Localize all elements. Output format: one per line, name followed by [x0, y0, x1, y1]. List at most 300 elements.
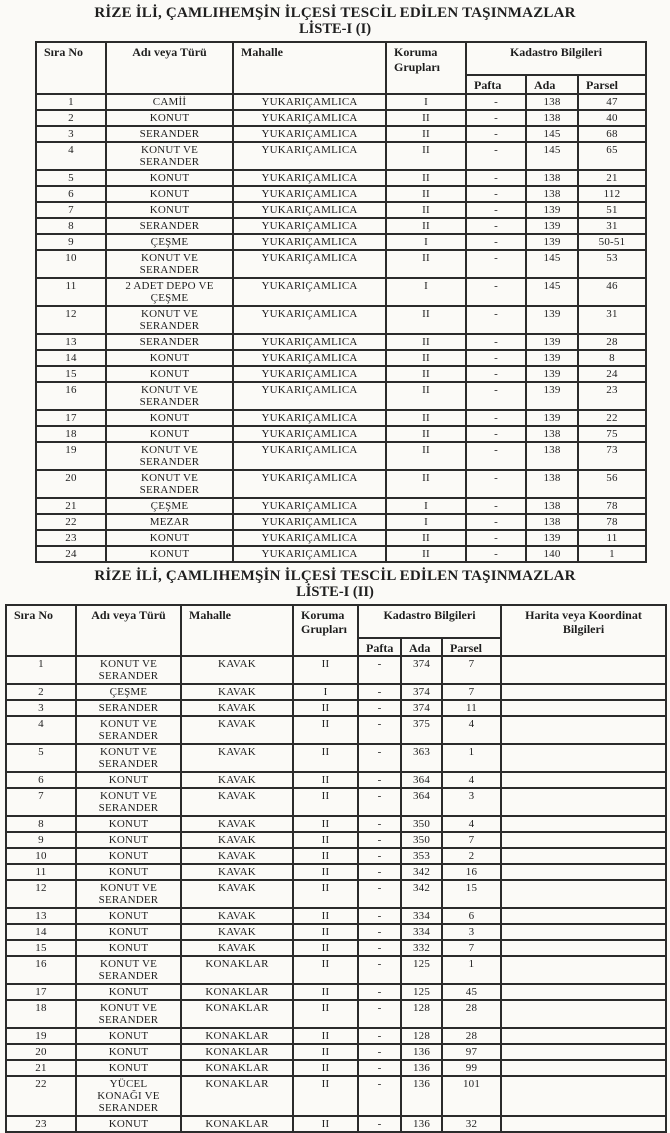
table-cell: II — [386, 366, 466, 382]
table-row — [36, 142, 646, 170]
table-cell: KONUT VE SERANDER — [106, 306, 233, 334]
table-cell: - — [358, 984, 401, 1000]
table-row — [6, 1060, 666, 1076]
table-cell: 138 — [526, 110, 578, 126]
table-row — [6, 700, 666, 716]
table-cell: YUKARIÇAMLICA — [233, 142, 386, 170]
table-cell: YUKARIÇAMLICA — [233, 366, 386, 382]
table-cell: 11 — [36, 278, 106, 306]
table-cell: - — [466, 514, 526, 530]
table-row — [6, 1116, 666, 1132]
header-row — [6, 605, 666, 638]
table-cell: 145 — [526, 250, 578, 278]
table-cell: I — [386, 498, 466, 514]
table-cell: YUKARIÇAMLICA — [233, 126, 386, 142]
table-cell: KONUT VE SERANDER — [76, 880, 181, 908]
table-cell: KONAKLAR — [181, 1028, 293, 1044]
table-cell: II — [293, 1076, 358, 1116]
table-cell — [501, 984, 666, 1000]
table-cell: YUKARIÇAMLICA — [233, 382, 386, 410]
table-cell: II — [386, 546, 466, 562]
table-cell: 1 — [6, 656, 76, 684]
table-cell: II — [293, 908, 358, 924]
table-cell: 14 — [36, 350, 106, 366]
table-cell: - — [358, 1060, 401, 1076]
table-cell: 138 — [526, 170, 578, 186]
table-cell: KAVAK — [181, 864, 293, 880]
table-cell: 139 — [526, 234, 578, 250]
table-cell: - — [358, 684, 401, 700]
table-cell: 4 — [36, 142, 106, 170]
table-cell: - — [466, 530, 526, 546]
table-cell: - — [358, 940, 401, 956]
table-cell: KONUT — [106, 110, 233, 126]
table-cell: II — [293, 864, 358, 880]
table-cell — [501, 908, 666, 924]
table-cell — [501, 716, 666, 744]
table-row — [36, 546, 646, 562]
table-cell: KONUT VE SERANDER — [106, 470, 233, 498]
table-cell: KONUT — [106, 530, 233, 546]
table-row — [6, 1028, 666, 1044]
table-cell: 14 — [6, 924, 76, 940]
table-cell: YUKARIÇAMLICA — [233, 546, 386, 562]
table-cell: 1 — [36, 94, 106, 110]
table-cell: 24 — [36, 546, 106, 562]
table-cell: - — [466, 366, 526, 382]
table-cell: - — [358, 832, 401, 848]
header-row — [36, 42, 646, 75]
table-row — [36, 410, 646, 426]
table-cell: - — [466, 110, 526, 126]
table-cell: 31 — [578, 306, 646, 334]
column-header-adi-veya-turu: Adı veya Türü — [76, 605, 181, 656]
table-cell: 374 — [401, 656, 442, 684]
table-cell: YUKARIÇAMLICA — [233, 278, 386, 306]
table-cell: - — [466, 218, 526, 234]
table-cell: 5 — [36, 170, 106, 186]
column-header-kadastro-bilgileri: Kadastro Bilgileri — [358, 605, 501, 638]
table-cell: KAVAK — [181, 832, 293, 848]
table-cell: 10 — [36, 250, 106, 278]
table-cell: - — [358, 1028, 401, 1044]
table-cell: II — [293, 700, 358, 716]
table-cell: 50-51 — [578, 234, 646, 250]
table-cell: 8 — [36, 218, 106, 234]
table-row — [36, 234, 646, 250]
table-cell: II — [293, 1116, 358, 1132]
table-row — [6, 832, 666, 848]
table-cell: II — [386, 410, 466, 426]
table-cell: 17 — [36, 410, 106, 426]
table-cell: 15 — [36, 366, 106, 382]
table-cell: 112 — [578, 186, 646, 202]
table-cell: 6 — [6, 772, 76, 788]
table-cell: 18 — [36, 426, 106, 442]
table-cell: II — [293, 816, 358, 832]
table-cell: 28 — [578, 334, 646, 350]
liste1-section — [0, 0, 670, 563]
table-cell: ÇEŞME — [76, 684, 181, 700]
liste1-subtitle: LİSTE-I (I) — [298, 21, 372, 38]
table-cell: II — [386, 218, 466, 234]
table-cell: KONAKLAR — [181, 1060, 293, 1076]
table-cell — [501, 832, 666, 848]
table-cell: 15 — [6, 940, 76, 956]
table-cell: KONUT — [106, 410, 233, 426]
table-row — [6, 716, 666, 744]
table-cell: YUKARIÇAMLICA — [233, 334, 386, 350]
table-cell: KONAKLAR — [181, 1000, 293, 1028]
table-cell: KONUT — [106, 202, 233, 218]
table-cell — [501, 880, 666, 908]
table-row — [36, 442, 646, 470]
table-cell: II — [386, 126, 466, 142]
table-cell: - — [466, 382, 526, 410]
table-cell: KAVAK — [181, 684, 293, 700]
table-cell: 128 — [401, 1000, 442, 1028]
table-cell: KONUT — [106, 366, 233, 382]
table-cell: 136 — [401, 1076, 442, 1116]
table-cell: 21 — [578, 170, 646, 186]
table-row — [6, 1000, 666, 1028]
table-cell: YUKARIÇAMLICA — [233, 426, 386, 442]
table-cell: KAVAK — [181, 908, 293, 924]
table-cell: - — [358, 700, 401, 716]
table-cell: 12 — [6, 880, 76, 908]
table-cell: 3 — [442, 788, 501, 816]
table-cell: KAVAK — [181, 848, 293, 864]
table-cell: 18 — [6, 1000, 76, 1028]
table-cell: 140 — [526, 546, 578, 562]
table-cell: KONUT — [76, 984, 181, 1000]
table-cell: SERANDER — [106, 126, 233, 142]
table-cell: YUKARIÇAMLICA — [233, 306, 386, 334]
table-cell — [501, 700, 666, 716]
table-cell: KONUT — [76, 848, 181, 864]
table-cell: II — [293, 716, 358, 744]
table-cell: KAVAK — [181, 772, 293, 788]
column-header-koruma-gruplari: Koruma Grupları — [386, 42, 466, 93]
table-cell: 334 — [401, 924, 442, 940]
table-cell: II — [293, 1060, 358, 1076]
table-cell: YUKARIÇAMLICA — [233, 530, 386, 546]
table-cell — [501, 816, 666, 832]
table-cell: 21 — [36, 498, 106, 514]
liste1-table — [35, 41, 647, 562]
table-cell: II — [293, 924, 358, 940]
table-cell: 5 — [6, 744, 76, 772]
table-row — [6, 744, 666, 772]
table-cell: 68 — [578, 126, 646, 142]
table-cell: 2 — [442, 848, 501, 864]
table-cell: - — [466, 426, 526, 442]
table-cell: KONUT — [106, 546, 233, 562]
table-cell: KAVAK — [181, 940, 293, 956]
table-cell: 8 — [578, 350, 646, 366]
table-cell: KONUT — [76, 1028, 181, 1044]
table-cell: 28 — [442, 1028, 501, 1044]
table-cell: YUKARIÇAMLICA — [233, 250, 386, 278]
table-row — [36, 366, 646, 382]
table-cell: II — [293, 832, 358, 848]
table-row — [36, 218, 646, 234]
table-cell — [501, 1028, 666, 1044]
table-cell: - — [358, 716, 401, 744]
table-cell: SERANDER — [76, 700, 181, 716]
table-row — [6, 984, 666, 1000]
table-cell: ÇEŞME — [106, 234, 233, 250]
table-cell: - — [466, 306, 526, 334]
table-cell: 139 — [526, 350, 578, 366]
table-cell: 23 — [578, 382, 646, 410]
table-cell: 125 — [401, 956, 442, 984]
table-cell: 1 — [442, 744, 501, 772]
table-cell: YUKARIÇAMLICA — [233, 202, 386, 218]
table-row — [6, 924, 666, 940]
table-cell: - — [466, 442, 526, 470]
table-cell: 7 — [6, 788, 76, 816]
table-cell: KONUT VE SERANDER — [76, 956, 181, 984]
table-cell: - — [466, 202, 526, 218]
table-cell: II — [293, 940, 358, 956]
table-cell: KONUT VE SERANDER — [106, 142, 233, 170]
table-cell: 46 — [578, 278, 646, 306]
table-cell: 28 — [442, 1000, 501, 1028]
table-cell: 139 — [526, 202, 578, 218]
document-title-2: RİZE İLİ, ÇAMLIHEMŞİN İLÇESİ TESCİL EDİLEN TAŞINMAZLAR — [94, 567, 576, 584]
table-cell: II — [293, 848, 358, 864]
table-cell — [501, 656, 666, 684]
table-cell: KONAKLAR — [181, 1116, 293, 1132]
table-cell: 7 — [36, 202, 106, 218]
table-cell: KONUT — [76, 1060, 181, 1076]
table-cell: CAMİİ — [106, 94, 233, 110]
table-cell: 73 — [578, 442, 646, 470]
table-row — [36, 382, 646, 410]
table-cell: II — [293, 956, 358, 984]
table-cell: II — [293, 880, 358, 908]
liste2-section — [0, 563, 670, 1133]
table-cell: II — [386, 186, 466, 202]
table-row — [36, 514, 646, 530]
table-cell: - — [358, 1044, 401, 1060]
table-cell: 139 — [526, 334, 578, 350]
table-cell: 15 — [442, 880, 501, 908]
table-row — [36, 170, 646, 186]
table-cell: 2 — [6, 684, 76, 700]
table-cell: - — [358, 772, 401, 788]
liste1-table-body — [36, 94, 646, 562]
table-cell: 16 — [6, 956, 76, 984]
column-header-parsel: Parsel — [578, 75, 646, 93]
column-header-parsel: Parsel — [442, 638, 501, 656]
table-cell: 99 — [442, 1060, 501, 1076]
table-cell: 1 — [442, 956, 501, 984]
table-cell: 4 — [6, 716, 76, 744]
table-cell: MEZAR — [106, 514, 233, 530]
table-cell: 342 — [401, 864, 442, 880]
table-cell: YUKARIÇAMLICA — [233, 234, 386, 250]
table-cell: II — [386, 142, 466, 170]
table-cell: II — [293, 1044, 358, 1060]
table-cell: 20 — [36, 470, 106, 498]
table-cell: - — [358, 788, 401, 816]
table-cell: 3 — [36, 126, 106, 142]
table-cell — [501, 788, 666, 816]
table-cell: 22 — [36, 514, 106, 530]
table-cell: KONUT — [76, 924, 181, 940]
table-row — [6, 772, 666, 788]
table-cell: 24 — [578, 366, 646, 382]
table-cell: 136 — [401, 1060, 442, 1076]
table-cell: KAVAK — [181, 924, 293, 940]
table-cell: KONUT VE SERANDER — [106, 382, 233, 410]
table-cell: YÜCEL KONAĞI VE SERANDER — [76, 1076, 181, 1116]
column-header-pafta: Pafta — [466, 75, 526, 93]
table-cell: KAVAK — [181, 716, 293, 744]
table-cell: - — [466, 546, 526, 562]
table-cell: II — [293, 1000, 358, 1028]
table-cell — [501, 772, 666, 788]
table-cell: 13 — [36, 334, 106, 350]
table-cell: II — [386, 350, 466, 366]
table-cell: I — [293, 684, 358, 700]
table-cell: - — [358, 744, 401, 772]
table-cell: - — [466, 278, 526, 306]
table-cell: - — [466, 94, 526, 110]
column-header-harita-veya-koordinat: Harita veya Koordinat Bilgileri — [501, 605, 666, 656]
table-cell: KONUT — [76, 864, 181, 880]
table-cell: 23 — [6, 1116, 76, 1132]
table-cell: YUKARIÇAMLICA — [233, 186, 386, 202]
table-cell: KAVAK — [181, 656, 293, 684]
table-row — [36, 278, 646, 306]
table-cell: - — [358, 956, 401, 984]
table-cell: II — [386, 170, 466, 186]
table-cell: 139 — [526, 366, 578, 382]
table-row — [36, 126, 646, 142]
table-cell: II — [386, 250, 466, 278]
table-row — [36, 426, 646, 442]
table-cell: KAVAK — [181, 744, 293, 772]
table-row — [36, 202, 646, 218]
table-cell: KAVAK — [181, 880, 293, 908]
table-cell: YUKARIÇAMLICA — [233, 350, 386, 366]
table-cell: II — [293, 984, 358, 1000]
table-cell: - — [358, 880, 401, 908]
table-cell: KONUT — [76, 1116, 181, 1132]
table-cell: II — [386, 334, 466, 350]
table-row — [36, 334, 646, 350]
table-cell: KONUT — [76, 832, 181, 848]
table-cell: KONUT — [76, 1044, 181, 1060]
table-cell: 145 — [526, 126, 578, 142]
table-row — [36, 94, 646, 110]
table-cell: 53 — [578, 250, 646, 278]
table-cell: I — [386, 234, 466, 250]
table-cell: 139 — [526, 306, 578, 334]
table-cell: 7 — [442, 832, 501, 848]
table-cell: 75 — [578, 426, 646, 442]
table-cell: KONUT VE SERANDER — [76, 788, 181, 816]
column-header-adi-veya-turu: Adı veya Türü — [106, 42, 233, 93]
table-cell: KONUT — [106, 350, 233, 366]
table-cell: KONUT VE SERANDER — [106, 250, 233, 278]
table-cell: SERANDER — [106, 218, 233, 234]
table-cell: KONUT — [106, 170, 233, 186]
table-cell: 7 — [442, 940, 501, 956]
table-cell: II — [386, 110, 466, 126]
table-cell: 128 — [401, 1028, 442, 1044]
table-cell: KONUT — [76, 772, 181, 788]
table-cell: 350 — [401, 816, 442, 832]
table-cell: KONAKLAR — [181, 1076, 293, 1116]
table-cell: - — [358, 924, 401, 940]
column-header-sira-no: Sıra No — [6, 605, 76, 656]
table-row — [6, 1076, 666, 1116]
table-cell: - — [358, 864, 401, 880]
column-header-kadastro-bilgileri: Kadastro Bilgileri — [466, 42, 646, 75]
table-cell: - — [358, 1076, 401, 1116]
table-cell: 353 — [401, 848, 442, 864]
column-header-mahalle: Mahalle — [233, 42, 386, 93]
table-cell: 332 — [401, 940, 442, 956]
table-cell: 3 — [442, 924, 501, 940]
table-cell: 4 — [442, 772, 501, 788]
table-cell: 31 — [578, 218, 646, 234]
column-header-sira-no: Sıra No — [36, 42, 106, 93]
table-cell: 138 — [526, 498, 578, 514]
table-cell: 139 — [526, 410, 578, 426]
table-cell — [501, 1044, 666, 1060]
table-row — [6, 908, 666, 924]
table-row — [36, 250, 646, 278]
table-cell: 2 ADET DEPO VE ÇEŞME — [106, 278, 233, 306]
table-cell: KONUT VE SERANDER — [76, 1000, 181, 1028]
table-cell: 12 — [36, 306, 106, 334]
table-cell: 138 — [526, 442, 578, 470]
table-cell: YUKARIÇAMLICA — [233, 470, 386, 498]
table-cell: - — [358, 656, 401, 684]
table-cell — [501, 940, 666, 956]
table-cell: 51 — [578, 202, 646, 218]
table-cell: 11 — [6, 864, 76, 880]
document-title-1: RİZE İLİ, ÇAMLIHEMŞİN İLÇESİ TESCİL EDİLEN TAŞINMAZLAR — [94, 5, 576, 21]
table-cell: KONAKLAR — [181, 956, 293, 984]
table-row — [6, 940, 666, 956]
table-cell: 16 — [442, 864, 501, 880]
table-cell: 2 — [36, 110, 106, 126]
table-cell: SERANDER — [106, 334, 233, 350]
table-cell: - — [466, 126, 526, 142]
table-cell: 4 — [442, 816, 501, 832]
table-cell: - — [466, 234, 526, 250]
table-cell: YUKARIÇAMLICA — [233, 498, 386, 514]
table-cell: YUKARIÇAMLICA — [233, 218, 386, 234]
table-cell: 364 — [401, 788, 442, 816]
table-cell: 11 — [442, 700, 501, 716]
table-cell: 374 — [401, 700, 442, 716]
table-cell: 19 — [36, 442, 106, 470]
table-cell: KONUT VE SERANDER — [106, 442, 233, 470]
table-cell: KONUT VE SERANDER — [76, 716, 181, 744]
table-cell: I — [386, 514, 466, 530]
table-row — [36, 306, 646, 334]
table-cell: 138 — [526, 186, 578, 202]
table-cell: KAVAK — [181, 816, 293, 832]
table-cell: 350 — [401, 832, 442, 848]
